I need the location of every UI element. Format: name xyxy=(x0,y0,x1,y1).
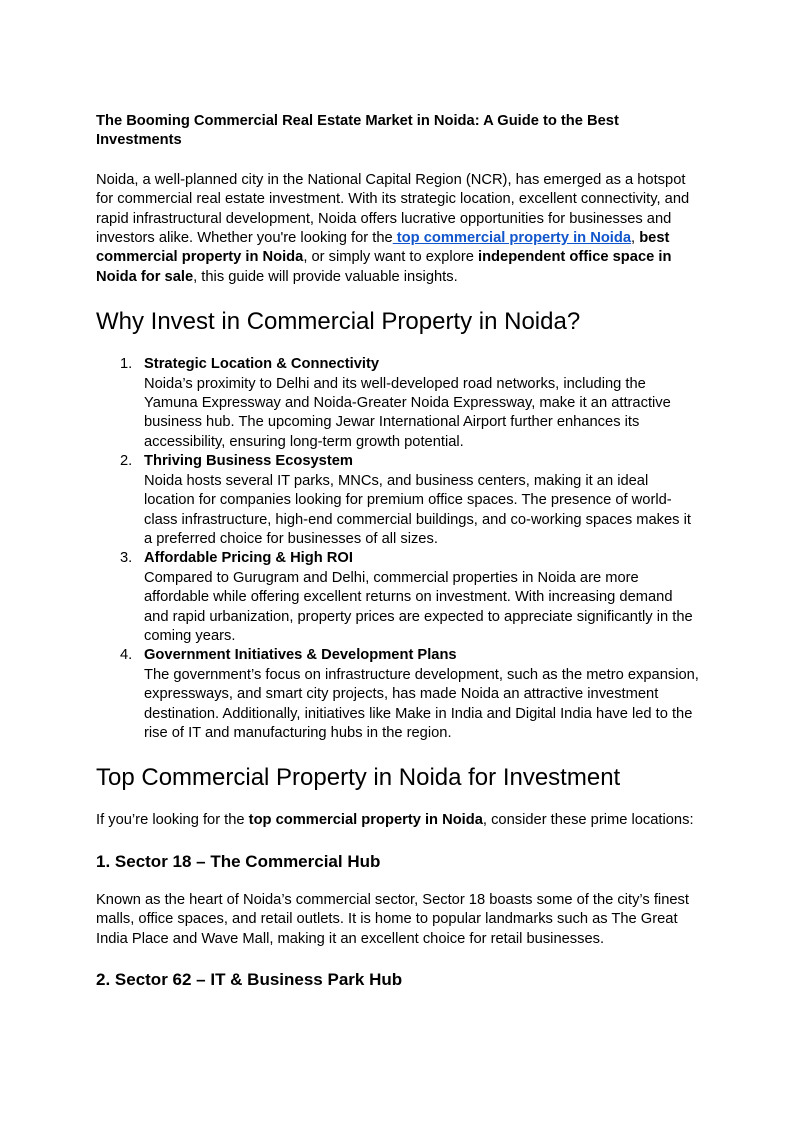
intro-text-1: Noida, a well-planned city in the National Capital Region (NCR), has emerged as a hotspot for commercial real estate investment. With its strategic location, excellent connectivity, and rapid infrastructural development, Noida offers lucrative opportunities for businesses and investors alike. Whether you're looking for the xyxy=(96,171,690,247)
top-commercial-heading: Top Commercial Property in Noida for Investment xyxy=(96,764,621,792)
list-number: 4. xyxy=(120,647,133,664)
reason-body: Noida hosts several IT parks, MNCs, and business centers, making it an ideal location for companies looking for premium office spaces. The presence of world-class infrastructure, high-end commercial buildings, and co-working spaces makes it a preferred choice for businesses of all sizes. xyxy=(144,472,691,547)
lead-paragraph xyxy=(96,811,699,830)
list-item xyxy=(96,355,699,452)
reason-title: Affordable Pricing & High ROI xyxy=(144,550,353,567)
intro-text-3: , or simply want to explore xyxy=(303,249,478,266)
lead-text-2: , consider these prime locations: xyxy=(482,812,694,829)
sector-18-heading: 1. Sector 18 – The Commercial Hub xyxy=(96,851,381,871)
sector-18-body: Known as the heart of Noida’s commercial sector, Sector 18 boasts some of the city’s finest malls, office spaces, and retail outlets. It is home to popular landmarks such as The Great India Place and Wave Mall, making it an excellent choice for retail businesses. xyxy=(96,891,689,947)
intro-bold-1: best commercial property in Noida xyxy=(96,230,670,266)
sector-62-heading: 2. Sector 62 – IT & Business Park Hub xyxy=(96,970,403,989)
reason-body: The government’s focus on infrastructure development, such as the metro expansion, expressways, and smart city projects, has made Noida an attractive investment destination. Additionally, initiatives like Make in India and Digital India have led to the rise of IT and manufacturing hubs in the region. xyxy=(144,666,699,741)
lead-text-1: If you’re looking for the xyxy=(96,812,249,829)
reason-body: Noida’s proximity to Delhi and its well-developed road networks, including the Yamuna Expressway and Noida-Greater Noida Expressway, make it an attractive business hub. The upcoming Jewar International Airport further enhances its accessibility, ensuring long-term growth potential. xyxy=(144,375,671,450)
list-item xyxy=(96,549,699,646)
document-title: The Booming Commercial Real Estate Market in Noida: A Guide to the Best Investments xyxy=(96,113,619,149)
intro-text-4: , this guide will provide valuable insights. xyxy=(193,268,458,285)
lead-bold: top commercial property in Noida xyxy=(248,812,483,829)
reason-title: Thriving Business Ecosystem xyxy=(144,453,353,470)
reason-body: Compared to Gurugram and Delhi, commercial properties in Noida are more affordable while offering excellent returns on investment. With increasing demand and rapid urbanization, property prices are expected to appreciate significantly in the coming years. xyxy=(144,569,693,644)
reason-title: Strategic Location & Connectivity xyxy=(144,356,380,373)
list-item xyxy=(96,646,699,743)
list-number: 1. xyxy=(120,356,133,373)
list-number: 2. xyxy=(120,453,133,470)
intro-paragraph xyxy=(96,171,699,287)
intro-bold-2: independent office space in Noida for sale xyxy=(96,249,672,285)
list-number: 3. xyxy=(120,550,133,567)
reasons-list xyxy=(96,355,699,743)
list-item xyxy=(96,452,699,549)
intro-text-2: , xyxy=(631,230,640,247)
reason-title: Government Initiatives & Development Plans xyxy=(144,647,457,664)
top-commercial-property-link[interactable]: top commercial property in Noida xyxy=(392,230,632,247)
why-invest-heading: Why Invest in Commercial Property in Noida? xyxy=(96,308,581,336)
